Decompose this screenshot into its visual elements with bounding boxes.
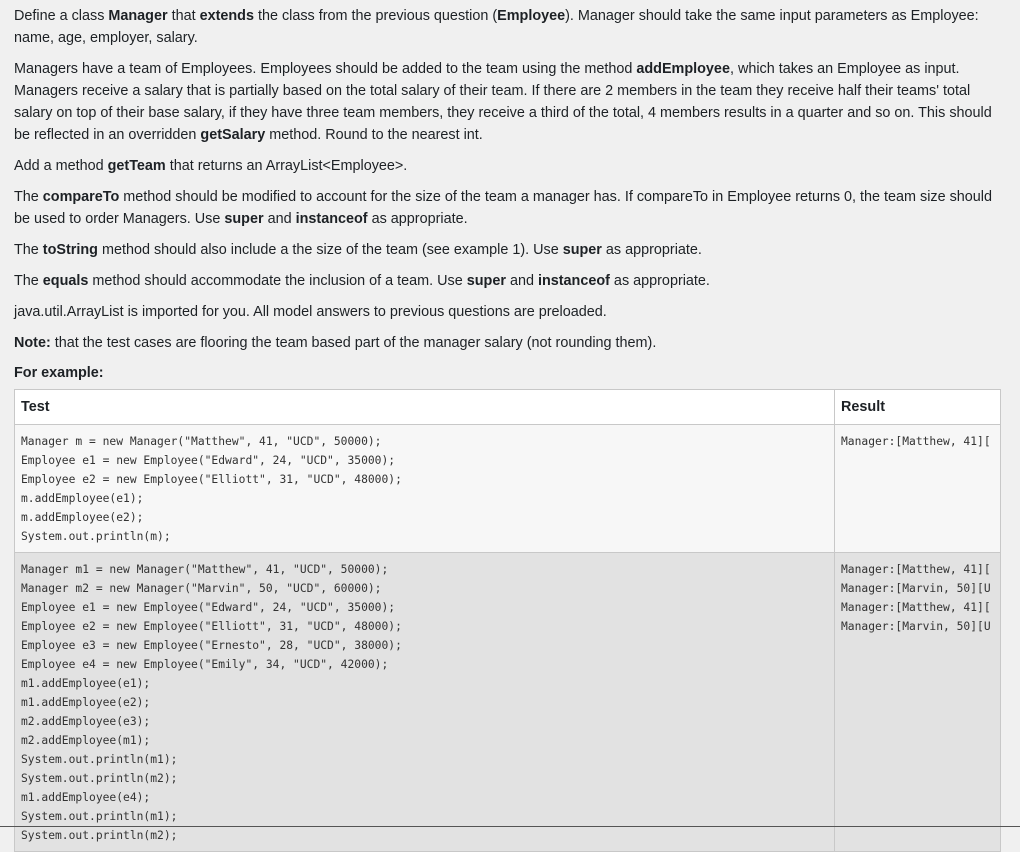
result-cell xyxy=(835,553,1001,852)
code-line: m.addEmployee(e1); xyxy=(21,492,144,505)
code-line: Manager m = new Manager("Matthew", 41, "UCD", 50000); xyxy=(21,435,382,448)
header-result: Result xyxy=(835,390,1001,425)
bold-text: getTeam xyxy=(107,158,166,174)
text: the class from the previous question ( xyxy=(253,8,498,24)
example-label: For example: xyxy=(14,365,104,381)
result-cell xyxy=(835,425,1001,553)
bold-text: extends xyxy=(199,8,254,24)
text: that xyxy=(167,8,200,24)
code-line: Employee e2 = new Employee("Elliott", 31, "UCD", 48000); xyxy=(21,473,402,486)
code-line: m1.addEmployee(e1); xyxy=(21,677,151,690)
bold-text: super xyxy=(224,211,264,227)
text: ). Manager should take the same input parameters as Employee: name, age, employer, salary. xyxy=(14,8,979,46)
paragraph-to-string xyxy=(14,239,1004,261)
text: and xyxy=(263,211,296,227)
paragraph-note xyxy=(14,332,1004,354)
code-line: m.addEmployee(e2); xyxy=(21,511,144,524)
text: The xyxy=(14,189,43,205)
header-test: Test xyxy=(15,390,835,425)
paragraph-equals xyxy=(14,270,1004,292)
text: method should be modified to account for the size of the team a manager has. If compareTo in Employee returns 0, the team size should be used to order Managers. Use xyxy=(14,189,993,227)
code-line: Manager m1 = new Manager("Matthew", 41, "UCD", 50000); xyxy=(21,563,389,576)
bottom-divider xyxy=(0,826,1020,827)
code-line: m1.addEmployee(e2); xyxy=(21,696,151,709)
text: as appropriate. xyxy=(367,211,468,227)
result-line: Manager:[Marvin, 50][U xyxy=(841,582,991,595)
result-line: Manager:[Matthew, 41][ xyxy=(841,435,991,448)
code-line: Employee e4 = new Employee("Emily", 34, "UCD", 42000); xyxy=(21,658,389,671)
code-line: m2.addEmployee(e3); xyxy=(21,715,151,728)
bold-text: getSalary xyxy=(200,127,266,143)
text: method. Round to the nearest int. xyxy=(265,127,483,143)
text: The xyxy=(14,242,43,258)
text: as appropriate. xyxy=(601,242,702,258)
paragraph-compare-to xyxy=(14,186,1004,230)
text: as appropriate. xyxy=(609,273,710,289)
bold-text: instanceof xyxy=(295,211,368,227)
code-line: Employee e2 = new Employee("Elliott", 31, "UCD", 48000); xyxy=(21,620,402,633)
bold-text: Employee xyxy=(497,8,566,24)
code-line: m2.addEmployee(m1); xyxy=(21,734,151,747)
text: , which takes an Employee as input. Managers receive a salary that is partially based on the total salary of their team. If there are 2 members in the team they receive half their teams' total salary on top of their base salary, if they have three team members, they receive a third of the total, 4 members results in a quarter and so on. This should be reflected in an overridden xyxy=(14,61,992,143)
table-row xyxy=(15,553,1001,852)
text: The xyxy=(14,273,43,289)
text: Managers have a team of Employees. Employees should be added to the team using the method xyxy=(14,61,637,77)
text: method should accommodate the inclusion of a team. Use xyxy=(88,273,467,289)
result-line: Manager:[Marvin, 50][U xyxy=(841,620,991,633)
examples-table xyxy=(14,389,1001,852)
bold-text: addEmployee xyxy=(636,61,730,77)
bold-text: equals xyxy=(42,273,89,289)
text: method should also include a the size of the team (see example 1). Use xyxy=(97,242,563,258)
paragraph-get-team xyxy=(14,155,1004,177)
code-line: System.out.println(m); xyxy=(21,530,171,543)
bold-text: compareTo xyxy=(42,189,120,205)
code-line: Employee e1 = new Employee("Edward", 24, "UCD", 35000); xyxy=(21,601,396,614)
question-text xyxy=(14,5,1004,852)
text: and xyxy=(505,273,538,289)
paragraph-team-salary xyxy=(14,58,1004,146)
note-label: Note: xyxy=(14,335,51,351)
paragraph-imports: java.util.ArrayList is imported for you. All model answers to previous questions are preloaded. xyxy=(14,304,607,320)
table-header-row xyxy=(15,390,1001,425)
result-line: Manager:[Matthew, 41][ xyxy=(841,601,991,614)
bold-text: super xyxy=(562,242,602,258)
table-row xyxy=(15,425,1001,553)
text: that the test cases are flooring the team based part of the manager salary (not rounding them). xyxy=(50,335,657,351)
bold-text: instanceof xyxy=(537,273,610,289)
bold-text: super xyxy=(466,273,506,289)
text: Add a method xyxy=(14,158,108,174)
code-line: Employee e1 = new Employee("Edward", 24, "UCD", 35000); xyxy=(21,454,396,467)
code-line: Manager m2 = new Manager("Marvin", 50, "UCD", 60000); xyxy=(21,582,382,595)
result-line: Manager:[Matthew, 41][ xyxy=(841,563,991,576)
code-line: System.out.println(m1); xyxy=(21,810,178,823)
code-line: System.out.println(m1); xyxy=(21,753,178,766)
test-cell xyxy=(15,553,835,852)
code-line: System.out.println(m2); xyxy=(21,829,178,842)
text: Define a class xyxy=(14,8,109,24)
bold-text: toString xyxy=(42,242,98,258)
code-line: System.out.println(m2); xyxy=(21,772,178,785)
code-line: m1.addEmployee(e4); xyxy=(21,791,151,804)
test-cell xyxy=(15,425,835,553)
code-line: Employee e3 = new Employee("Ernesto", 28, "UCD", 38000); xyxy=(21,639,402,652)
paragraph-class-definition xyxy=(14,5,1004,49)
bold-text: Manager xyxy=(108,8,168,24)
text: that returns an ArrayList<Employee>. xyxy=(165,158,408,174)
